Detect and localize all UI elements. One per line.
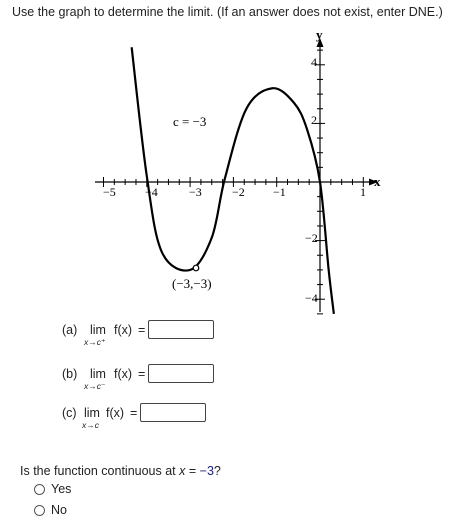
x-tick-label: −4 bbox=[145, 185, 158, 199]
part-label: (a) bbox=[62, 323, 78, 337]
question-suffix: ? bbox=[213, 464, 221, 478]
question-var: x bbox=[179, 464, 186, 478]
option-no-label: No bbox=[51, 503, 67, 517]
y-tick-label: 2 bbox=[311, 113, 317, 127]
lim-text: lim bbox=[90, 367, 106, 381]
equals-sign: = bbox=[130, 406, 138, 420]
x-tick-label: −3 bbox=[189, 185, 202, 199]
continuity-question bbox=[20, 464, 221, 478]
y-tick-label: −2 bbox=[305, 231, 318, 245]
y-tick-label: −4 bbox=[305, 291, 318, 305]
x-tick-label: 1 bbox=[360, 185, 366, 199]
y-axis-label: y bbox=[316, 27, 323, 42]
x-axis-label: x bbox=[374, 174, 381, 189]
answer-input-b[interactable] bbox=[148, 364, 214, 383]
instruction-text: Use the graph to determine the limit. (If an answer does not exist, enter DNE.) bbox=[12, 5, 443, 19]
lim-text: lim bbox=[84, 406, 100, 420]
radio-no[interactable] bbox=[34, 505, 45, 516]
lim-text: lim bbox=[90, 323, 106, 337]
option-no[interactable] bbox=[34, 503, 67, 517]
radio-yes[interactable] bbox=[34, 484, 45, 495]
function-text: f(x) bbox=[106, 406, 125, 420]
function-curve bbox=[132, 47, 334, 314]
answer-input-c[interactable] bbox=[140, 403, 206, 422]
point-marker bbox=[193, 265, 199, 271]
equals-sign: = bbox=[138, 367, 146, 381]
part-label: (b) bbox=[62, 367, 78, 381]
answer-input-a[interactable] bbox=[148, 320, 214, 339]
lim-subscript: x→c bbox=[82, 420, 99, 430]
c-value-label: c = −3 bbox=[173, 114, 207, 129]
x-tick-label: −2 bbox=[232, 185, 245, 199]
x-tick-label: −1 bbox=[273, 185, 286, 199]
x-tick-label: −5 bbox=[103, 185, 116, 199]
lim-subscript: x→c⁺ bbox=[84, 337, 106, 347]
part-label: (c) bbox=[62, 406, 77, 420]
option-yes[interactable] bbox=[34, 482, 71, 496]
function-text: f(x) bbox=[114, 367, 133, 381]
question-value: −3 bbox=[199, 464, 214, 478]
option-yes-label: Yes bbox=[51, 482, 72, 496]
function-text: f(x) bbox=[114, 323, 133, 337]
question-prefix: Is the function continuous at bbox=[20, 464, 180, 478]
y-tick-label: 4 bbox=[311, 55, 317, 69]
question-mid: = bbox=[185, 464, 200, 478]
lim-subscript: x→c⁻ bbox=[84, 381, 106, 391]
equals-sign: = bbox=[138, 323, 146, 337]
point-label: (−3,−3) bbox=[172, 276, 212, 291]
